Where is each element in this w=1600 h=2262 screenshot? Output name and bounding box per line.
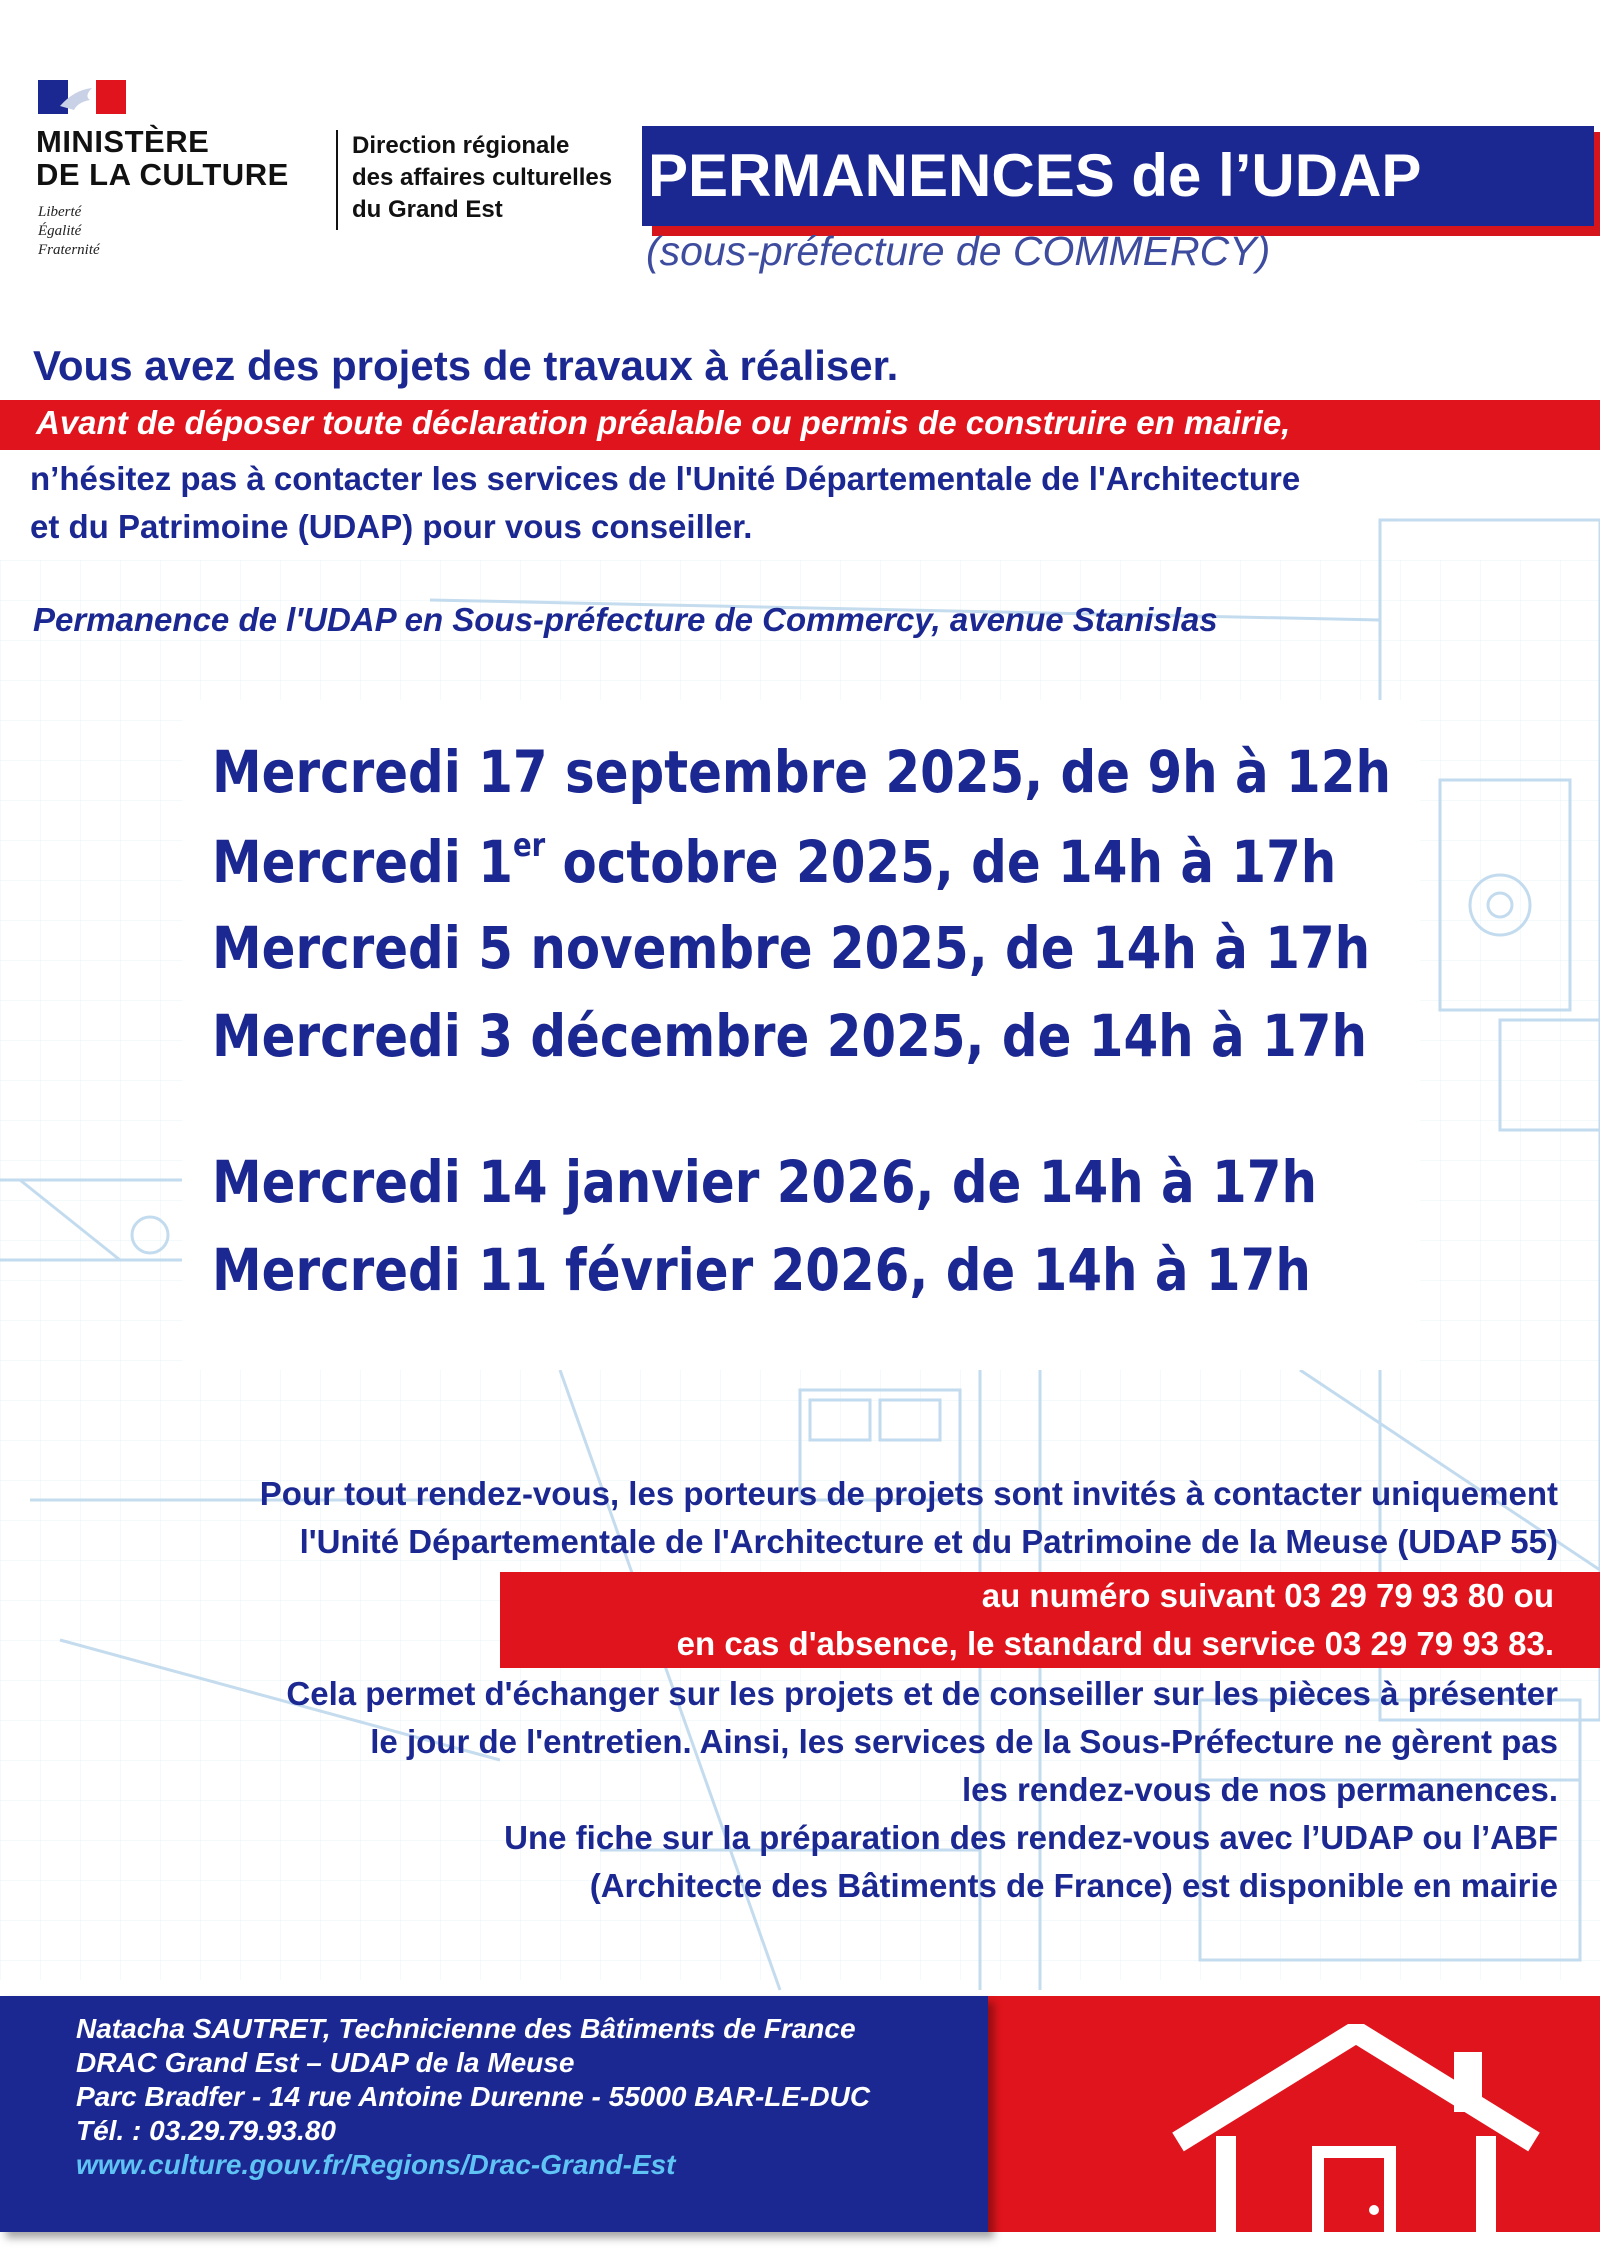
date-detail: janvier 2026, de 14h à 17h [565, 1148, 1317, 1216]
republic-motto [38, 203, 100, 260]
ministry-line-2: DE LA CULTURE [36, 157, 289, 192]
footer-org: DRAC Grand Est – UDAP de la Meuse [76, 2047, 575, 2078]
footer-address: Parc Bradfer - 14 rue Antoine Durenne - 55000 BAR-LE-DUC [76, 2081, 871, 2112]
intro-heading: Vous avez des projets de travaux à réaliser. [33, 342, 899, 389]
permanence-location: Permanence de l'UDAP en Sous-préfecture de Commercy, avenue Stanislas [33, 601, 1218, 638]
drac-line-1: Direction régionale [352, 132, 570, 159]
phone-line-1[interactable]: au numéro suivant 03 29 79 93 80 ou [981, 1577, 1554, 1614]
date-line [212, 738, 1391, 806]
contact-line-4: le jour de l'entretien. Ainsi, les services de la Sous-Préfecture ne gèrent pas [370, 1723, 1558, 1760]
house-icon [1168, 2024, 1544, 2262]
contact-line-2: l'Unité Départementale de l'Architecture et du Patrimoine de la Meuse (UDAP 55) [299, 1523, 1558, 1560]
contact-line-1: Pour tout rendez-vous, les porteurs de projets sont invités à contacter uniquement [259, 1475, 1558, 1512]
contact-line-5: les rendez-vous de nos permanences. [961, 1771, 1558, 1808]
date-detail: octobre 2025, de 14h à 17h [562, 828, 1337, 896]
date-line [212, 1148, 1317, 1216]
footer-phone[interactable]: Tél. : 03.29.79.93.80 [76, 2115, 336, 2146]
contact-line-6: Une fiche sur la préparation des rendez-vous avec l’UDAP ou l’ABF [504, 1819, 1558, 1856]
page-title: PERMANENCES de l’UDAP [648, 142, 1422, 209]
date-day: Mercredi 3 [212, 1002, 513, 1070]
motto-fraternite: Fraternité [38, 242, 100, 258]
header-divider [336, 130, 338, 230]
footer-website-link[interactable]: www.culture.gouv.fr/Regions/Drac-Grand-Est [76, 2149, 676, 2180]
phone-line-2[interactable]: en cas d'absence, le standard du service 03 29 79 93 83. [676, 1625, 1554, 1662]
drac-line-3: du Grand Est [352, 196, 503, 223]
date-line [212, 1236, 1311, 1304]
contact-line-7: (Architecte des Bâtiments de France) est disponible en mairie [589, 1867, 1558, 1904]
intro-body [30, 455, 1595, 551]
date-detail: février 2026, de 14h à 17h [565, 1236, 1311, 1304]
ministry-name [36, 125, 289, 191]
date-line [212, 914, 1370, 982]
date-detail: décembre 2025, de 14h à 17h [530, 1002, 1368, 1070]
marianne-flag-icon [38, 80, 126, 114]
date-ordinal: er [512, 826, 546, 864]
date-line [212, 826, 1336, 896]
date-day: Mercredi 17 [212, 738, 548, 806]
date-day: Mercredi 14 [212, 1148, 548, 1216]
motto-egalite: Égalité [38, 223, 82, 239]
date-day: Mercredi 11 [212, 1236, 548, 1304]
date-detail: novembre 2025, de 14h à 17h [530, 914, 1371, 982]
drac-name [352, 130, 612, 226]
page-subtitle: (sous-préfecture de COMMERCY) [646, 228, 1271, 274]
footer-name: Natacha SAUTRET, Technicienne des Bâtiments de France [76, 2013, 856, 2044]
contact-line-3: Cela permet d'échanger sur les projets et de conseiller sur les pièces à présenter [286, 1675, 1558, 1712]
date-detail: septembre 2025, de 9h à 12h [565, 738, 1391, 806]
intro-body-line-2: et du Patrimoine (UDAP) pour vous conseiller. [30, 508, 753, 545]
drac-line-2: des affaires culturelles [352, 164, 613, 191]
motto-liberte: Liberté [38, 204, 82, 220]
highlight-text: Avant de déposer toute déclaration préalable ou permis de construire en mairie, [36, 404, 1291, 441]
ministry-line-1: MINISTÈRE [36, 124, 210, 159]
date-day: Mercredi 5 [212, 914, 513, 982]
intro-body-line-1: n’hésitez pas à contacter les services de l'Unité Départementale de l'Architecture [30, 460, 1301, 497]
footer-contact-text [76, 2012, 870, 2182]
date-line [212, 1002, 1367, 1070]
date-day: Mercredi 1 [212, 828, 513, 896]
